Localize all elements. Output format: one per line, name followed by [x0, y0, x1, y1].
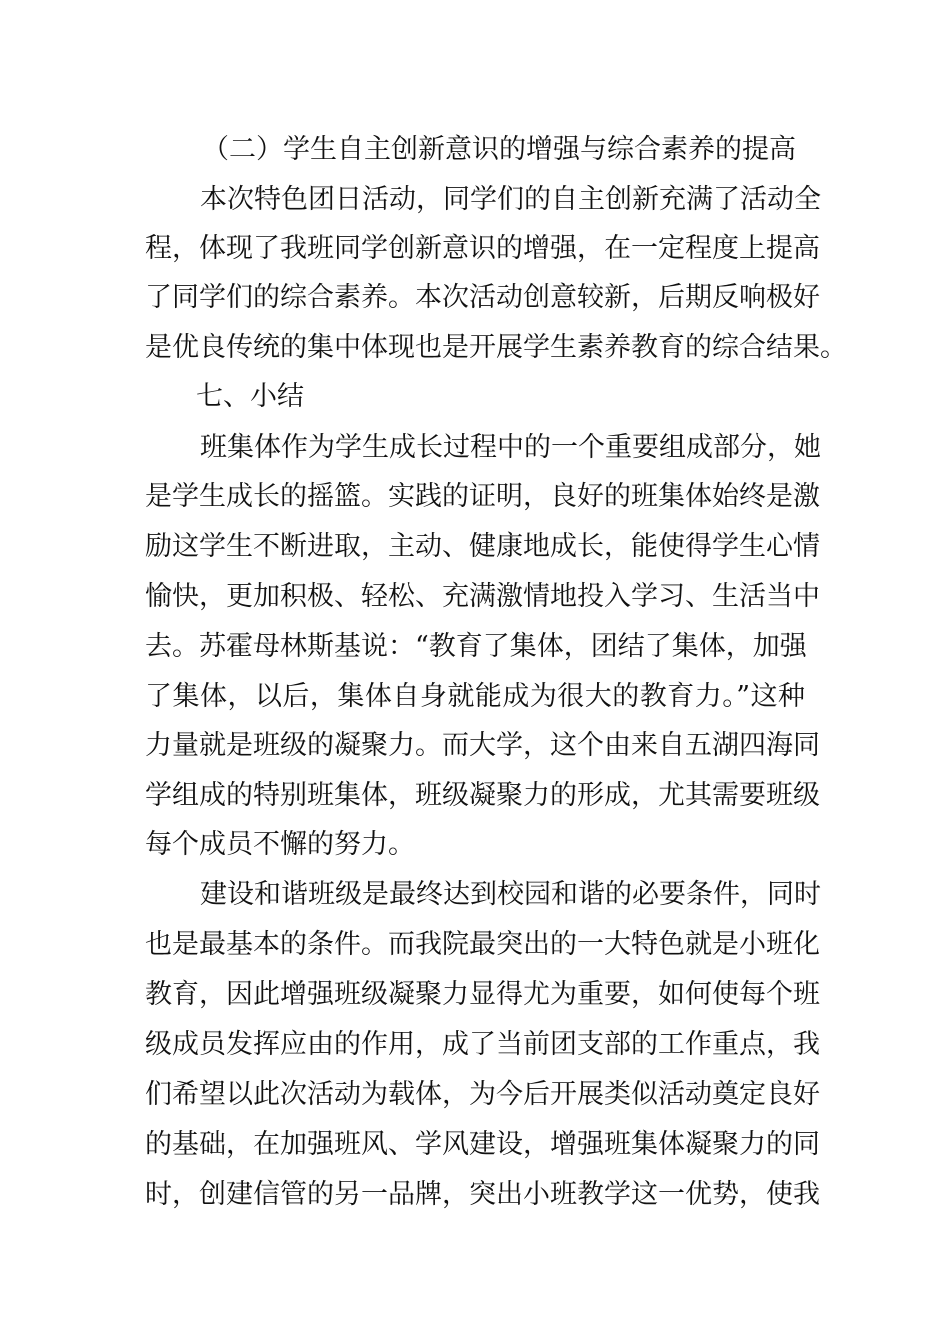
paragraph-3-line-7: 时，创建信管的另一品牌，突出小班教学这一优势，使我 [145, 1179, 820, 1210]
paragraph-3-line-1: 建设和谐班级是最终达到校园和谐的必要条件，同时 [200, 879, 821, 910]
paragraph-1-line-4: 是优良传统的集中体现也是开展学生素养教育的综合结果。 [145, 332, 847, 363]
paragraph-2-line-6: 了集体，以后，集体自身就能成为很大的教育力。”这种 [145, 681, 805, 712]
paragraph-3-line-3: 教育，因此增强班级凝聚力显得尤为重要，如何使每个班 [145, 979, 820, 1010]
paragraph-3-line-6: 的基础，在加强班风、学风建设，增强班集体凝聚力的同 [145, 1129, 820, 1160]
paragraph-3-line-5: 们希望以此次活动为载体，为今后开展类似活动奠定良好 [145, 1079, 820, 1110]
paragraph-2-line-5: 去。苏霍母林斯基说：“教育了集体，团结了集体，加强 [145, 631, 807, 662]
paragraph-2-line-1: 班集体作为学生成长过程中的一个重要组成部分，她 [200, 432, 821, 463]
paragraph-2-line-8: 学组成的特别班集体，班级凝聚力的形成，尤其需要班级 [145, 780, 820, 811]
paragraph-2-line-9: 每个成员不懈的努力。 [145, 829, 415, 860]
paragraph-3-line-2: 也是最基本的条件。而我院最突出的一大特色就是小班化 [145, 929, 820, 960]
paragraph-1-line-1: 本次特色团日活动，同学们的自主创新充满了活动全 [200, 184, 821, 215]
paragraph-2-line-3: 励这学生不断进取，主动、健康地成长，能使得学生心情 [145, 531, 820, 562]
paragraph-3-line-4: 级成员发挥应由的作用，成了当前团支部的工作重点，我 [145, 1029, 820, 1060]
paragraph-2-line-7: 力量就是班级的凝聚力。而大学，这个由来自五湖四海同 [145, 730, 820, 761]
paragraph-1-line-3: 了同学们的综合素养。本次活动创意较新，后期反响极好 [145, 282, 820, 313]
section-heading: （二）学生自主创新意识的增强与综合素养的提高 [202, 134, 796, 165]
heading-7: 七、小结 [196, 381, 304, 412]
paragraph-2-line-2: 是学生成长的摇篮。实践的证明，良好的班集体始终是激 [145, 481, 820, 512]
paragraph-1-line-2: 程，体现了我班同学创新意识的增强，在一定程度上提高 [145, 233, 820, 264]
paragraph-2-line-4: 愉快，更加积极、轻松、充满激情地投入学习、生活当中 [145, 581, 820, 612]
